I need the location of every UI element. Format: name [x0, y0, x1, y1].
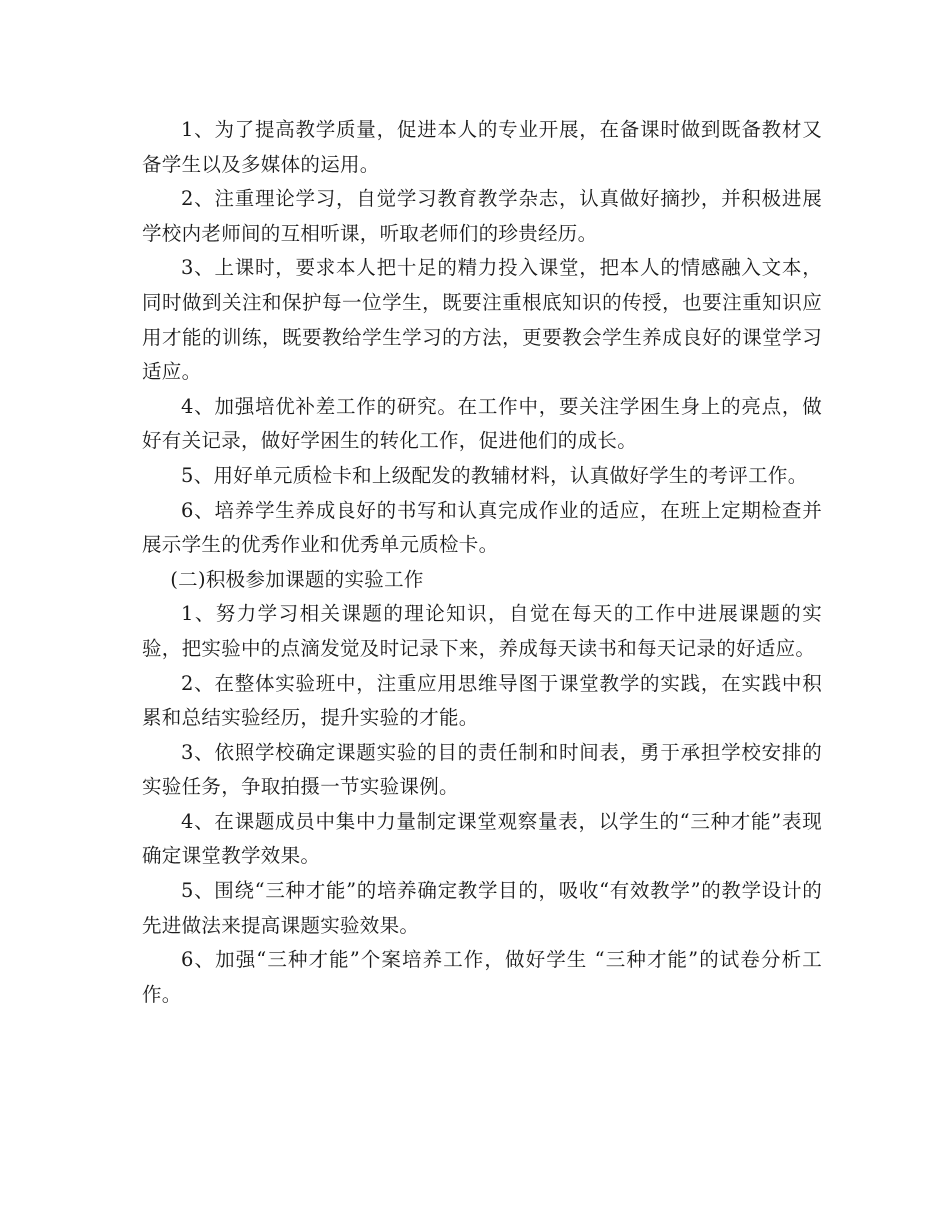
paragraph-5: 5、用好单元质检卡和上级配发的教辅材料，认真做好学生的考评工作。	[181, 463, 808, 487]
paragraph-2: 2、注重理论学习，自觉学习教育教学杂志，认真做好摘抄，并积极进展学校内老师间的互相听课，听取老师们的珍贵经历。	[142, 187, 822, 245]
paragraph-6: 6、培养学生养成良好的书写和认真完成作业的适应，在班上定期检查并展示学生的优秀作业和优秀单元质检卡。	[142, 498, 822, 557]
section-heading: (二)积极参加课题的实验工作	[170, 567, 424, 591]
paragraph-4: 4、加强培优补差工作的研究。在工作中，要关注学困生身上的亮点，做好有关记录，做好学困生的转化工作，促进他们的成长。	[142, 394, 822, 453]
paragraph-10: 4、在课题成员中集中力量制定课堂观察量表，以学生的“三种才能”表现确定课堂教学效果。	[142, 809, 822, 868]
paragraph-8: 2、在整体实验班中，注重应用思维导图于课堂教学的实践，在实践中积累和总结实验经历，提升实验的才能。	[142, 671, 822, 730]
paragraph-1: 1、为了提高教学质量，促进本人的专业开展，在备课时做到既备教材又备学生以及多媒体的运用。	[142, 118, 822, 176]
paragraph-9: 3、依照学校确定课题实验的目的责任制和时间表，勇于承担学校安排的实验任务，争取拍摄一节实验课例。	[142, 740, 822, 799]
paragraph-11: 5、围绕“三种才能”的培养确定教学目的，吸收“有效教学”的教学设计的先进做法来提高课题实验效果。	[142, 879, 822, 937]
paragraph-7: 1、努力学习相关课题的理论知识，自觉在每天的工作中进展课题的实验，把实验中的点滴发觉及时记录下来，养成每天读书和每天记录的好适应。	[142, 602, 822, 660]
paragraph-12: 6、加强“三种才能”个案培养工作，做好学生 “三种才能”的试卷分析工作。	[142, 948, 822, 1006]
document-body	[142, 113, 822, 1012]
paragraph-3: 3、上课时，要求本人把十足的精力投入课堂，把本人的情感融入文本，同时做到关注和保护每一位学生，既要注重根底知识的传授，也要注重知识应用才能的训练，既要教给学生学习的方法，更要教会学生养成良好的课堂学习适应。	[142, 256, 822, 384]
